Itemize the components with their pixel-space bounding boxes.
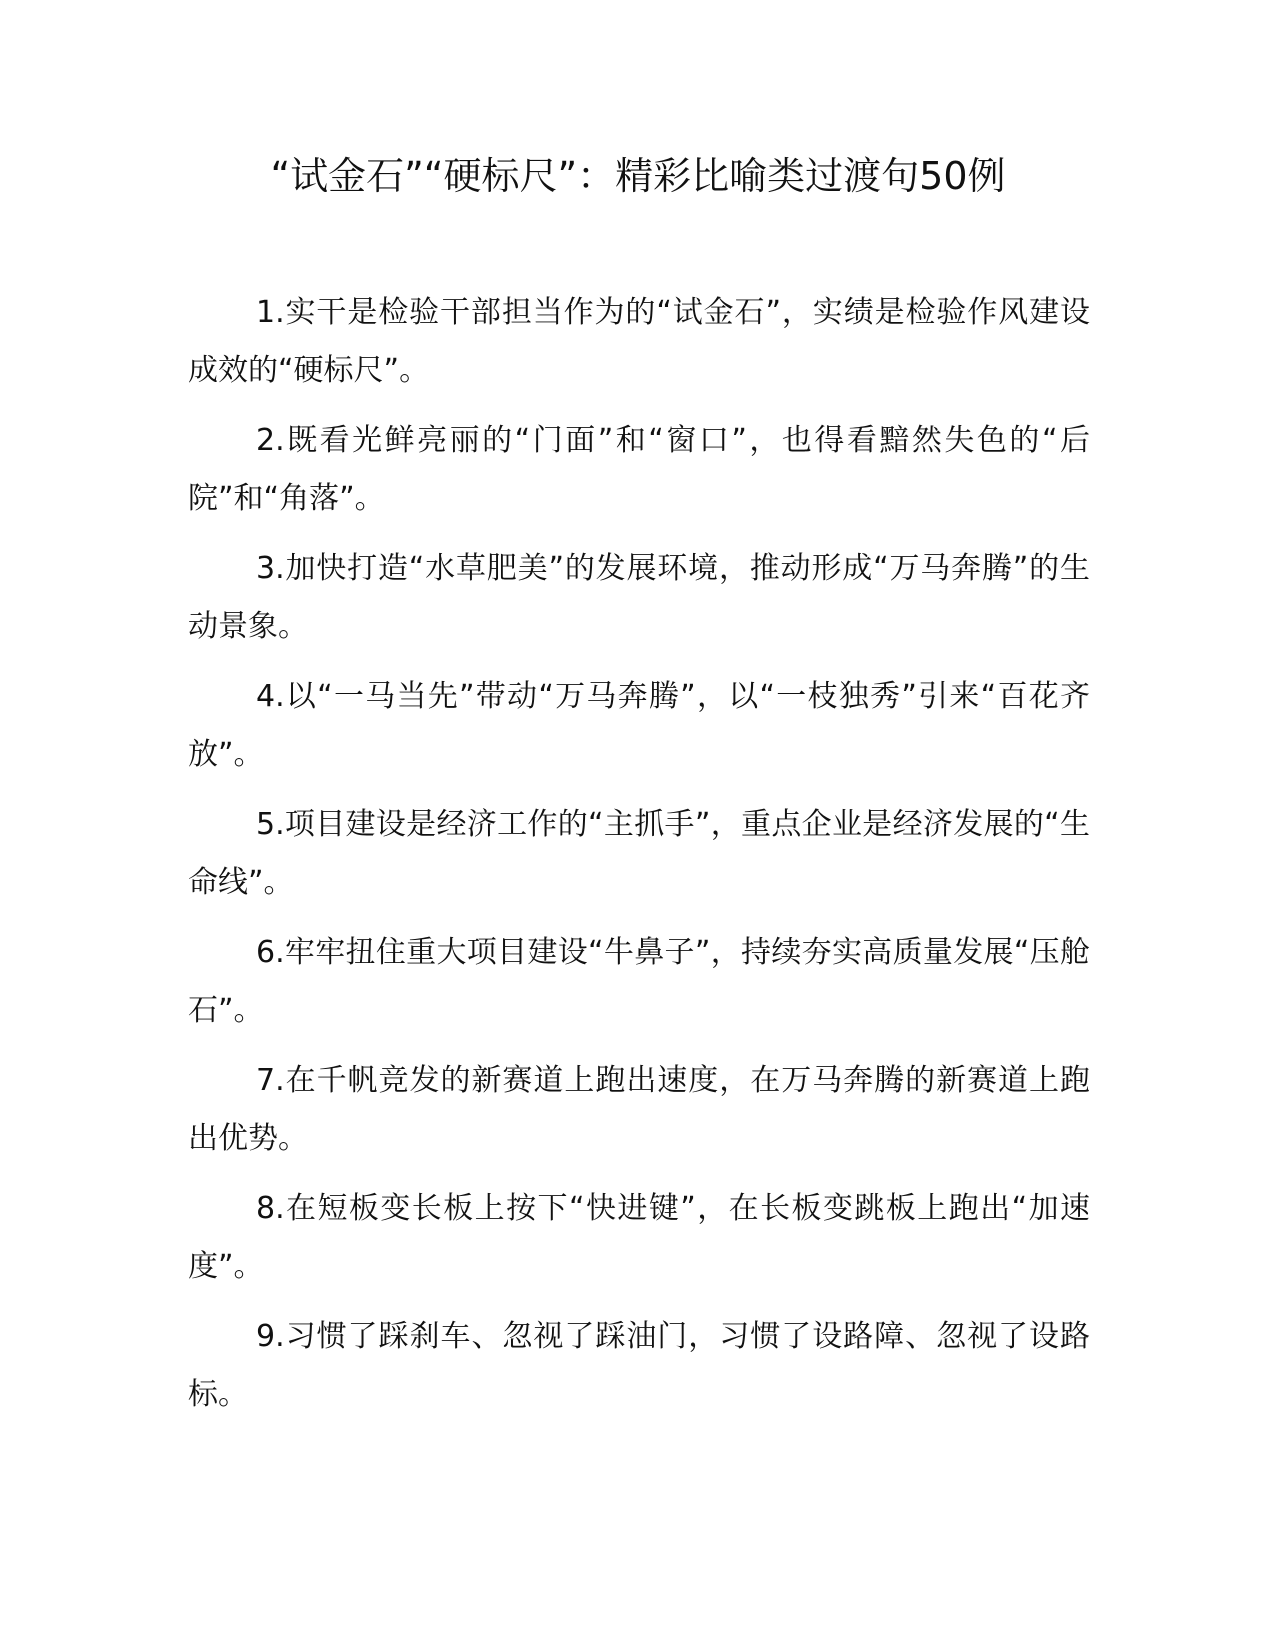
document-body <box>188 284 1090 1436</box>
document-title: “试金石”“硬标尺”：精彩比喻类过渡句50例 <box>270 154 1006 198</box>
paragraph-2: 2.既看光鲜亮丽的“门面”和“窗口”，也得看黯然失色的“后院”和“角落”。 <box>188 423 1090 516</box>
paragraph-3: 3.加快打造“水草肥美”的发展环境，推动形成“万马奔腾”的生动景象。 <box>188 551 1090 644</box>
paragraph-1: 1.实干是检验干部担当作为的“试金石”，实绩是检验作风建设成效的“硬标尺”。 <box>188 295 1090 388</box>
paragraph-7: 7.在千帆竞发的新赛道上跑出速度，在万马奔腾的新赛道上跑出优势。 <box>188 1063 1090 1156</box>
paragraph-4: 4.以“一马当先”带动“万马奔腾”，以“一枝独秀”引来“百花齐放”。 <box>188 679 1090 772</box>
paragraph-9: 9.习惯了踩刹车、忽视了踩油门，习惯了设路障、忽视了设路标。 <box>188 1319 1090 1412</box>
paragraph-5: 5.项目建设是经济工作的“主抓手”，重点企业是经济发展的“生命线”。 <box>188 807 1090 900</box>
paragraph-8: 8.在短板变长板上按下“快进键”，在长板变跳板上跑出“加速度”。 <box>188 1191 1090 1284</box>
paragraph-6: 6.牢牢扭住重大项目建设“牛鼻子”，持续夯实高质量发展“压舱石”。 <box>188 935 1090 1028</box>
